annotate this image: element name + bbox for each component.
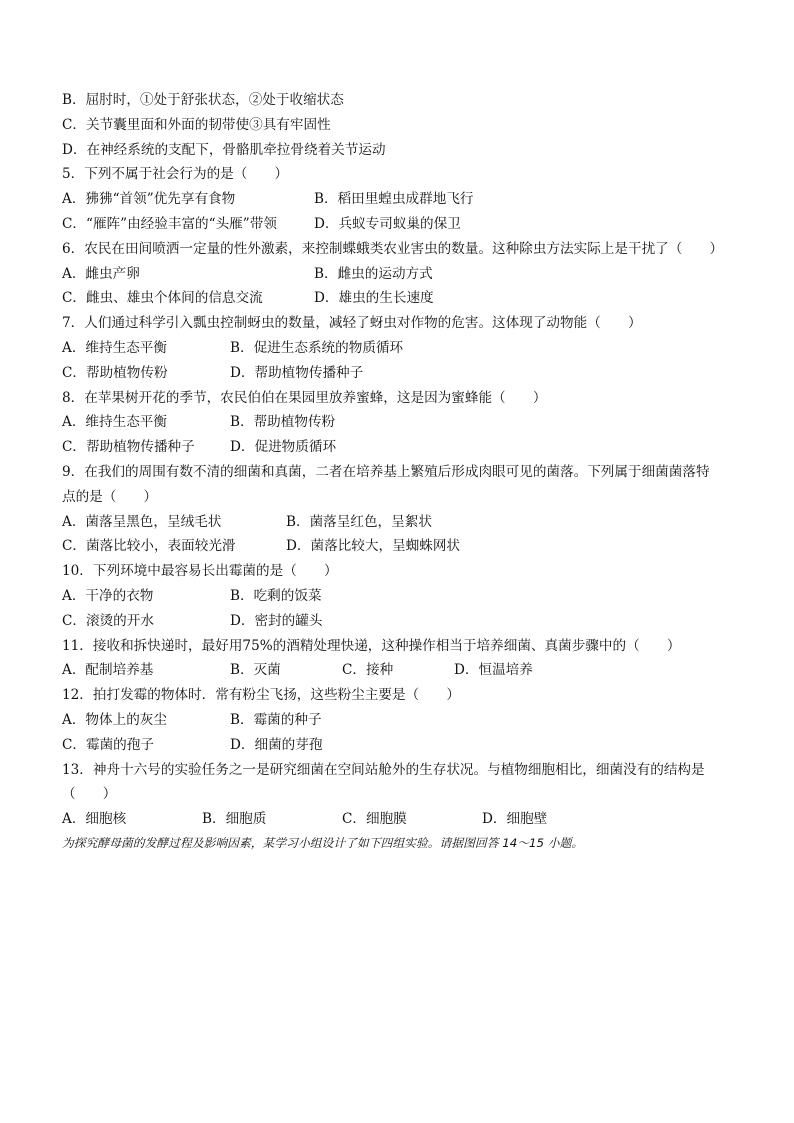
option-line (62, 510, 742, 535)
question-11 (62, 634, 742, 659)
line-text: C．关节囊里面和外面的韧带使③具有牢固性 (62, 116, 331, 133)
option-d: D．密封的罐头 (230, 612, 323, 629)
question-text: 11．接收和拆快递时，最好用75%的酒精处理快递，这种操作相当于培养细菌、真菌步骤中的（ ） (62, 637, 681, 654)
option-b: B．促进生态系统的物质循环 (230, 339, 404, 356)
option-line (62, 336, 742, 361)
line-text: B．屈肘时，①处于舒张状态，②处于收缩状态 (62, 92, 344, 108)
question-5 (62, 162, 742, 187)
option-a: A．干净的衣物 (62, 587, 154, 604)
option-a: A．细胞核 (62, 811, 127, 828)
option-line (62, 435, 742, 460)
option-d: D．细菌的芽孢 (230, 736, 323, 753)
option-line (62, 658, 742, 683)
option-line (62, 609, 742, 634)
question-text: 7．人们通过科学引入瓢虫控制蚜虫的数量，减轻了蚜虫对作物的危害。这体现了动物能（ ） (62, 315, 642, 332)
question-6 (62, 237, 742, 262)
question-text: 点的是（ ） (62, 488, 158, 505)
question-7 (62, 311, 742, 336)
option-c: C．帮助植物传粉 (62, 364, 168, 381)
option-b: B．灭菌 (230, 662, 281, 679)
option-d: D．促进物质循环 (230, 439, 337, 456)
option-line (62, 534, 742, 559)
question-text: 10．下列环境中最容易长出霉菌的是（ ） (62, 563, 338, 580)
option-d: D．恒温培养 (454, 662, 533, 679)
option-c: C．帮助植物传播种子 (62, 439, 195, 456)
line-text: D．在神经系统的支配下，骨骼肌牵拉骨绕着关节运动 (62, 141, 386, 158)
option-d: D．菌落比较大，呈蜘蛛网状 (286, 538, 461, 555)
option-line (62, 807, 742, 832)
option-c: C．雌虫、雄虫个体间的信息交流 (62, 290, 263, 307)
option-line (62, 187, 742, 212)
option-line (62, 410, 742, 435)
option-line (62, 88, 742, 113)
question-13 (62, 758, 742, 783)
option-line (62, 708, 742, 733)
question-text: （ ） (62, 786, 117, 803)
option-b: B．稻田里蝗虫成群地飞行 (314, 191, 474, 208)
option-c: C．“雁阵”由经验丰富的“头雁”带领 (62, 215, 277, 232)
exam-page (62, 88, 742, 854)
question-text: 8．在苹果树开花的季节，农民伯伯在果园里放养蜜蜂，这是因为蜜蜂能（ ） (62, 389, 547, 406)
option-a: A．菌落呈黑色，呈绒毛状 (62, 513, 222, 530)
question-12 (62, 683, 742, 708)
option-line (62, 584, 742, 609)
option-a: A．维持生态平衡 (62, 414, 167, 431)
option-line (62, 361, 742, 386)
question-text: 12．拍打发霉的物体时．常有粉尘飞扬，这些粉尘主要是（ ） (62, 687, 460, 704)
question-10 (62, 559, 742, 584)
option-line (62, 733, 742, 758)
experiment-intro-note: 为探究酵母菌的发酵过程及影响因素，某学习小组设计了如下四组实验。请据图回答 14～15 小题。 (62, 835, 584, 850)
option-line (62, 212, 742, 237)
option-b: B．菌落呈红色，呈絮状 (286, 513, 432, 530)
question-text: 9．在我们的周围有数不清的细菌和真菌，二者在培养基上繁殖后形成肉眼可见的菌落。下列属于细菌菌落特 (62, 463, 710, 480)
option-d: D．雄虫的生长速度 (314, 290, 434, 307)
option-c: C．滚烫的开水 (62, 612, 154, 629)
option-d: D．帮助植物传播种子 (230, 364, 364, 381)
option-a: A．配制培养基 (62, 662, 154, 679)
option-b: B．霉菌的种子 (230, 711, 322, 728)
option-a: A．雌虫产卵 (62, 265, 140, 282)
option-c: C．菌落比较小，表面较光滑 (62, 538, 236, 555)
option-c: C．霉菌的孢子 (62, 736, 154, 753)
question-9-cont (62, 485, 742, 510)
option-line (62, 286, 742, 311)
option-b: B．雌虫的运动方式 (314, 265, 433, 282)
option-b: B．帮助植物传粉 (230, 414, 336, 431)
question-8 (62, 386, 742, 411)
option-a: A．维持生态平衡 (62, 339, 167, 356)
question-text: 13．神舟十六号的实验任务之一是研究细菌在空间站舱外的生存状况。与植物细胞相比，细菌没有的结构是 (62, 761, 705, 778)
option-c: C．接种 (342, 662, 394, 679)
question-9 (62, 460, 742, 485)
option-d: D．兵蚁专司蚁巢的保卫 (314, 215, 461, 232)
option-line (62, 113, 742, 138)
option-line (62, 262, 742, 287)
option-d: D．细胞壁 (482, 811, 548, 828)
question-text: 5．下列不属于社会行为的是（ ） (62, 166, 289, 183)
option-b: B．细胞质 (202, 811, 267, 828)
option-c: C．细胞膜 (342, 811, 407, 828)
question-13-cont (62, 782, 742, 807)
option-a: A．狒狒“首领”优先享有食物 (62, 191, 236, 208)
option-b: B．吃剩的饭菜 (230, 587, 322, 604)
option-a: A．物体上的灰尘 (62, 711, 167, 728)
option-line (62, 138, 742, 163)
question-text: 6．农民在田间喷洒一定量的性外激素，来控制蝶蛾类农业害虫的数量。这种除虫方法实际上是干扰了（ ） (62, 240, 724, 257)
